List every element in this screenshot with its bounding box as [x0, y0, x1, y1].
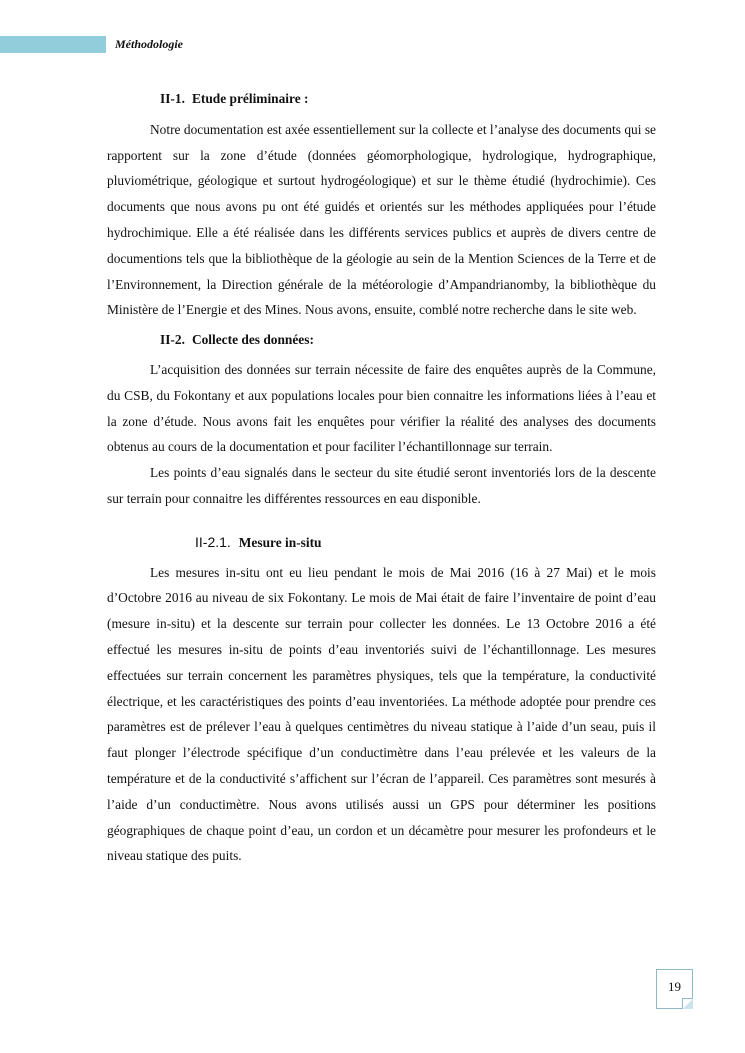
- section-number: II-2.: [160, 332, 185, 348]
- header-accent-bar: [0, 36, 106, 53]
- subsection-number: II-2.1.: [195, 533, 231, 550]
- section-heading-ii-2: [107, 327, 656, 353]
- section-title: Collecte des données:: [191, 332, 314, 348]
- running-header-title: Méthodologie: [115, 37, 183, 51]
- section-title: Etude préliminaire :: [191, 91, 309, 106]
- paragraph-collecte-2: Les points d’eau signalés dans le secteur du site étudié seront inventoriés lors de la descente sur terrain pour connaitre les différentes ressources en eau disponible.: [107, 465, 656, 506]
- paragraph-collecte-1: L’acquisition des données sur terrain nécessite de faire des enquêtes auprès de la Commune, du CSB, du Fokontany et aux populations locales pour bien connaitre les informations liées à l’eau et la zone d’étude. Nous avons fait les enquêtes pour vérifier la réalité des analyses des documents obtenus au cours de la documentation et pour faciliter l’échantillonnage sur terrain.: [107, 361, 656, 455]
- section-heading-ii-1: [107, 86, 656, 112]
- page-corner-fold: [682, 998, 693, 1009]
- page-number: 19: [668, 979, 681, 994]
- subsection-title: Mesure in-situ: [238, 534, 322, 550]
- paragraph-mesure-in-situ: Les mesures in-situ ont eu lieu pendant le mois de Mai 2016 (16 à 27 Mai) et le mois d’Octobre 2016 au niveau de six Fokontany. Le mois de Mai était de faire l’inventaire de point d’eau (mesure in-situ) et la descente sur terrain pour collecter les données. Le 13 Octobre 2016 a été effectué les mesures in-situ de points d’eau inventoriés suivi de l’échantillonnage. Les mesures effectuées sur terrain concernent les paramètres physiques, tels que la température, la conductivité électrique, et les caractéristiques des points d’eau inventoriées. La méthode adoptée pour prendre ces paramètres est de prélever l’eau à quelques centimètres du niveau statique à l’aide d’un seau, puis il faut plonger l’électrode spécifique d’un conductimètre dans l’eau prélevée et les valeurs de la température et de la conductivité s’affichent sur l’écran de l’appareil. Ces paramètres sont mesurés à l’aide d’un conductimètre. Nous avons utilisés aussi un GPS pour déterminer les positions géographiques de chaque point d’eau, un cordon et un décamètre pour mesurer les profondeurs et le niveau statique des puits.: [107, 564, 656, 864]
- page-content: [107, 86, 656, 869]
- subsection-heading-ii-2-1: [107, 530, 656, 556]
- paragraph-etude-preliminaire: Notre documentation est axée essentiellement sur la collecte et l’analyse des documents qui se rapportent sur la zone d’étude (données géomorphologique, hydrologique, hydrographique, pluviométrique, géologique et surtout hydrogéologique) et sur le thème étudié (hydrochimie). Ces documents que nous avons pu ont été guidés et orientés sur les méthodes appliquées pour l’étude hydrochimique. Elle a été réalisée dans les différents services publics et auprès de divers centre de documentions tels que la bibliothèque de la géologie au sein de la Mention Sciences de la Terre et de l’Environnement, la Direction générale de la météorologie d’Ampandrianomby, la bibliothèque du Ministère de l’Energie et des Mines. Nous avons, ensuite, comblé notre recherche dans le site web.: [107, 121, 656, 318]
- page-number-box: [656, 969, 693, 1009]
- section-number: II-1.: [160, 91, 185, 106]
